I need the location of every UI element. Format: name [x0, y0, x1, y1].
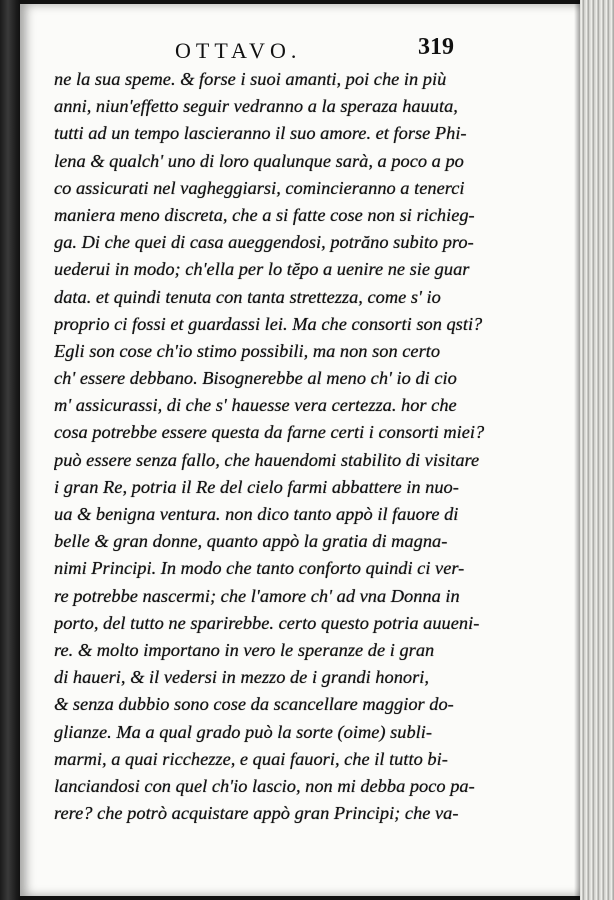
book-page [20, 4, 580, 896]
text-line: ne la sua speme. & forse i suoi amanti, poi che in più [54, 69, 447, 89]
text-line: rere? che potrò acquistare appò gran Principi; che va- [54, 803, 459, 824]
text-line: belle & gran donne, quanto appò la gratia di magna- [54, 531, 448, 552]
page-number: 319 [418, 34, 454, 60]
page-stack-edge [580, 0, 614, 900]
text-line: i gran Re, potria il Re del cielo farmi abbattere in nuo- [54, 476, 459, 497]
text-line: ga. Di che quei di casa aueggendosi, potrăno subito pro- [54, 232, 474, 253]
text-line: m' assicurassi, di che s' hauesse vera certezza. hor che [54, 395, 457, 416]
text-line: cosa potrebbe essere questa da farne certi i consorti miei? [54, 422, 485, 443]
text-line: re potrebbe nascermi; che l'amore ch' ad vna Donna in [54, 585, 460, 606]
body-text [54, 66, 499, 827]
text-line: & senza dubbio sono cose da scancellare maggior do- [54, 694, 454, 715]
text-line: può essere senza fallo, che hauendomi stabilito di visitare [54, 449, 480, 470]
text-line: data. et quindi tenuta con tanta strettezza, come s' io [54, 286, 441, 307]
text-line: ua & benigna ventura. non dico tanto appò il fauore di [54, 504, 459, 524]
text-line: glianze. Ma a qual grado può la sorte (oime) subli- [54, 721, 433, 742]
text-line: co assicurati nel vagheggiarsi, comincieranno a tenerci [54, 177, 465, 198]
text-line: di haueri, & il vedersi in mezzo de i grandi honori, [54, 667, 429, 688]
text-line: lena & qualch' uno di loro qualunque sarà, a poco a po [54, 150, 464, 171]
text-line: uederui in modo; ch'ella per lo tĕpo a uenire ne sie guar [54, 259, 470, 280]
text-line: anni, niun'effetto seguir vedranno a la speraza hauuta, [54, 96, 458, 117]
text-line: re. & molto importano in vero le speranze de i gran [54, 639, 435, 660]
text-line: marmi, a quai ricchezze, e quai fauori, che il tutto bi- [54, 748, 448, 769]
text-line: nimi Principi. In modo che tanto conforto quindi ci ver- [54, 558, 465, 579]
running-head: OTTAVO. [175, 38, 302, 63]
text-line: lanciandosi con quel ch'io lascio, non mi debba poco pa- [54, 775, 475, 796]
text-line: porto, del tutto ne sparirebbe. certo questo potria auueni- [54, 612, 480, 633]
text-line: ch' essere debbano. Bisognerebbe al meno ch' io di cio [54, 368, 457, 389]
text-line: maniera meno discreta, che a si fatte cose non si richieg- [54, 204, 475, 225]
text-line: tutti ad un tempo lascieranno il suo amore. et forse Phi- [54, 123, 467, 144]
text-line: Egli son cose ch'io stimo possibili, ma non son certo [54, 340, 441, 361]
text-line: proprio ci fossi et guardassi lei. Ma che consorti son qsti? [54, 313, 483, 334]
